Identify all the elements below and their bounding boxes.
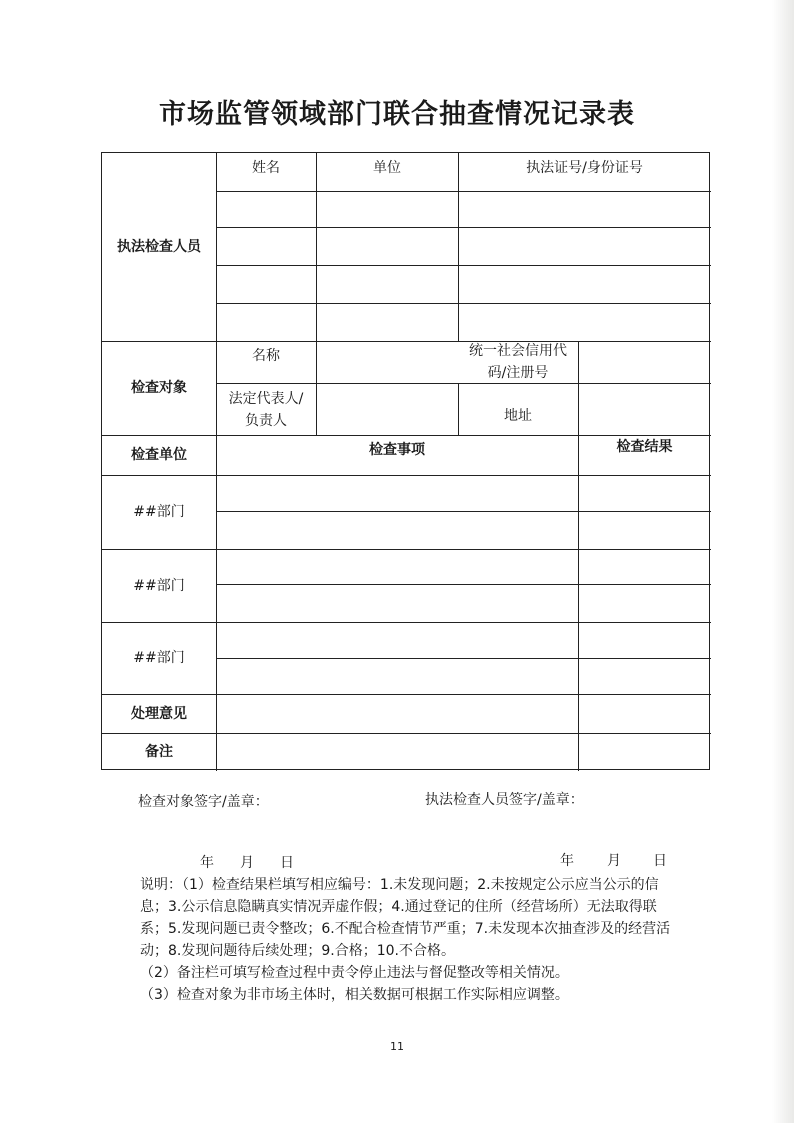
items-header: 检查事项 <box>369 442 425 458</box>
note-2: （2）备注栏可填写检查过程中责令停止违法与督促整改等相关情况。 <box>140 965 569 981</box>
credit-code-label: 统一社会信用代码/注册号 <box>469 343 567 381</box>
inspector-row-4[interactable] <box>216 304 711 341</box>
inspector-row-2[interactable] <box>216 228 711 265</box>
address-field[interactable] <box>579 384 711 435</box>
department-label-3: ##部门 <box>133 650 185 666</box>
date-day: 日 <box>280 855 294 871</box>
col-id-header: 执法证号/身份证号 <box>526 160 643 176</box>
note-1: 说明：（1）检查结果栏填写相应编号：1.未发现问题；2.未按规定公示应当公示的信息；3.公示信息隐瞒真实情况弄虚作假；4.通过登记的住所（经营场所）无法取得联系；5.发现问题已责令整改；6.不配合检查情节严重；7.未发现本次抽查涉及的经营活动；8.发现问题待后续处理；9.合格；10.不合格。 <box>140 877 671 959</box>
page-title: 市场监管领域部门联合抽查情况记录表 <box>159 99 635 130</box>
department-label-1: ##部门 <box>133 504 185 520</box>
note-3: （3）检查对象为非市场主体时，相关数据可根据工作实际相应调整。 <box>140 987 569 1003</box>
inspector-row-3[interactable] <box>216 266 711 303</box>
department-label-2: ##部门 <box>133 577 185 594</box>
address-label: 地址 <box>504 408 532 424</box>
date-month: 月 <box>607 853 621 869</box>
target-label: 检查对象 <box>131 380 187 396</box>
credit-code-field[interactable] <box>579 342 711 383</box>
result-header: 检查结果 <box>616 439 673 455</box>
instructions-notes <box>140 874 680 1006</box>
remark-field[interactable] <box>217 734 711 771</box>
target-name-field[interactable] <box>316 342 458 383</box>
record-table <box>101 152 710 770</box>
page-edge-shadow <box>772 0 794 1123</box>
date-year: 年 <box>200 855 214 871</box>
unit-header: 检查单位 <box>131 447 187 463</box>
inspectors-label: 执法检查人员 <box>117 239 201 255</box>
date-day: 日 <box>653 853 667 869</box>
target-signature-label: 检查对象签字/盖章： <box>138 794 269 810</box>
inspector-signature-label: 执法检查人员签字/盖章： <box>425 792 584 808</box>
opinion-label: 处理意见 <box>131 705 187 722</box>
date-month: 月 <box>240 855 254 871</box>
opinion-field[interactable] <box>217 695 711 733</box>
target-name-label: 名称 <box>252 348 280 364</box>
page-number: 11 <box>390 1040 404 1053</box>
col-name-header: 姓名 <box>252 160 280 176</box>
remark-label: 备注 <box>145 744 173 760</box>
date-year: 年 <box>560 853 574 869</box>
col-unit-header: 单位 <box>373 160 401 176</box>
legal-rep-field[interactable] <box>316 384 458 435</box>
inspector-row-1[interactable] <box>216 192 711 227</box>
legal-rep-label: 法定代表人/负责人 <box>228 390 304 429</box>
